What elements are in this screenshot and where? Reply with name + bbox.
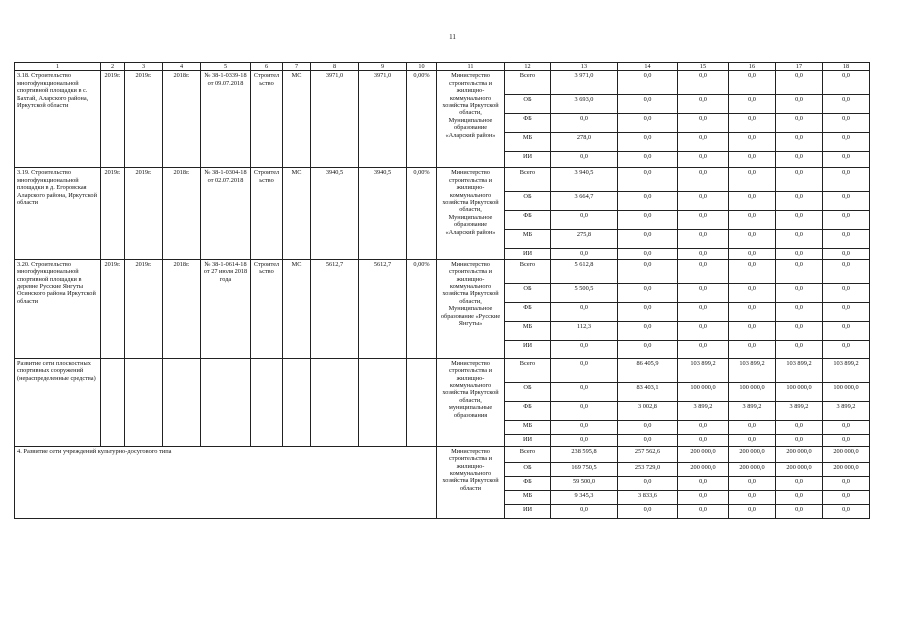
amount-cell: 0,0 — [729, 211, 776, 230]
amount-cell: 0,0 — [551, 340, 618, 358]
amount-cell: 0,0 — [618, 133, 678, 152]
amount-cell: 0,0 — [678, 114, 729, 133]
amount-cell: 0,0 — [551, 434, 618, 446]
amount-cell: 0,0 — [551, 358, 618, 382]
amount-cell: 0,0 — [618, 302, 678, 321]
object-name: 3.19. Строительство многофункциональной площадки в д. Егоровская Аларского района, Иркутской области — [15, 168, 101, 259]
amount-cell: 103 899,2 — [678, 358, 729, 382]
funding-source: Всего — [505, 446, 551, 462]
amount-cell: 200 000,0 — [776, 462, 823, 476]
table-row — [15, 446, 870, 462]
amount-cell: 0,0 — [551, 420, 618, 434]
amount-cell: 0,0 — [776, 434, 823, 446]
amount-cell: 3 899,2 — [823, 401, 870, 420]
amount-cell: 0,0 — [729, 504, 776, 518]
empty-cell — [407, 358, 437, 446]
page-number: 11 — [449, 33, 456, 41]
funding-source: ОБ — [505, 192, 551, 211]
amount-cell: 0,0 — [729, 490, 776, 504]
amount-cell: 83 403,1 — [618, 382, 678, 401]
amount-cell: 0,0 — [776, 230, 823, 249]
amount-cell: 0,0 — [729, 249, 776, 259]
amount-cell: 0,0 — [776, 114, 823, 133]
funding-source: ИИ — [505, 152, 551, 168]
amount-cell: 0,0 — [618, 420, 678, 434]
amount-cell: 0,0 — [776, 490, 823, 504]
column-number: 4 — [163, 63, 201, 71]
amount-cell: 0,0 — [618, 434, 678, 446]
amount-cell: 0,0 — [618, 321, 678, 340]
funding-source: ОБ — [505, 283, 551, 302]
amount-cell: 0,0 — [729, 434, 776, 446]
table-row — [15, 259, 870, 283]
amount-cell: 0,0 — [823, 168, 870, 192]
table-row — [15, 168, 870, 192]
level: МС — [283, 168, 311, 259]
column-number: 2 — [101, 63, 125, 71]
readiness: 0,00% — [407, 71, 437, 168]
amount-cell: 257 562,6 — [618, 446, 678, 462]
amount-cell: 3 971,0 — [551, 71, 618, 95]
amount-cell: 0,0 — [729, 476, 776, 490]
program-table — [14, 62, 870, 519]
amount-cell: 0,0 — [776, 504, 823, 518]
column-number: 14 — [618, 63, 678, 71]
amount-cell: 0,0 — [618, 476, 678, 490]
funding-source: Всего — [505, 168, 551, 192]
readiness: 0,00% — [407, 259, 437, 358]
amount-cell: 0,0 — [823, 434, 870, 446]
amount-cell: 0,0 — [729, 420, 776, 434]
amount-cell: 0,0 — [618, 192, 678, 211]
amount-cell: 0,0 — [823, 283, 870, 302]
amount-cell: 0,0 — [776, 476, 823, 490]
empty-cell — [125, 358, 163, 446]
amount-cell: 0,0 — [678, 302, 729, 321]
amount-cell: 169 750,5 — [551, 462, 618, 476]
amount-cell: 100 000,0 — [729, 382, 776, 401]
year-start: 2019г. — [101, 259, 125, 358]
year-doc: 2018г. — [163, 71, 201, 168]
estimated-cost: 3940,5 — [311, 168, 359, 259]
amount-cell: 3 002,8 — [618, 401, 678, 420]
year-doc: 2018г. — [163, 259, 201, 358]
funding-source: ИИ — [505, 340, 551, 358]
amount-cell: 0,0 — [618, 249, 678, 259]
column-number: 9 — [359, 63, 407, 71]
amount-cell: 0,0 — [729, 133, 776, 152]
amount-cell: 103 899,2 — [729, 358, 776, 382]
amount-cell: 0,0 — [678, 211, 729, 230]
amount-cell: 275,8 — [551, 230, 618, 249]
amount-cell: 0,0 — [618, 211, 678, 230]
amount-cell: 0,0 — [678, 476, 729, 490]
amount-cell: 103 899,2 — [823, 358, 870, 382]
amount-cell: 0,0 — [618, 230, 678, 249]
amount-cell: 3 833,6 — [618, 490, 678, 504]
amount-cell: 3 693,0 — [551, 95, 618, 114]
funding-source: Всего — [505, 358, 551, 382]
amount-cell: 5 612,8 — [551, 259, 618, 283]
year-end: 2019г. — [125, 71, 163, 168]
object-name: 3.20. Строительство многофункциональной спортивной площадки в деревне Русские Янгуты Осинского района Иркутской области — [15, 259, 101, 358]
column-number-row — [15, 63, 870, 71]
object-name: Развитие сети плоскостных спортивных сооружений (нераспределенные средства) — [15, 358, 101, 446]
remaining-cost: 3940,5 — [359, 168, 407, 259]
amount-cell: 0,0 — [729, 95, 776, 114]
funding-source: ФБ — [505, 211, 551, 230]
amount-cell: 0,0 — [551, 114, 618, 133]
amount-cell: 0,0 — [618, 340, 678, 358]
year-start: 2019г. — [101, 71, 125, 168]
amount-cell: 0,0 — [678, 152, 729, 168]
amount-cell: 0,0 — [823, 230, 870, 249]
amount-cell: 0,0 — [678, 434, 729, 446]
amount-cell: 0,0 — [729, 168, 776, 192]
level: МС — [283, 259, 311, 358]
amount-cell: 0,0 — [678, 490, 729, 504]
amount-cell: 0,0 — [678, 321, 729, 340]
amount-cell: 0,0 — [551, 401, 618, 420]
amount-cell: 0,0 — [618, 71, 678, 95]
amount-cell: 86 405,9 — [618, 358, 678, 382]
amount-cell: 100 000,0 — [823, 382, 870, 401]
funding-source: МБ — [505, 490, 551, 504]
amount-cell: 3 664,7 — [551, 192, 618, 211]
responsible-ministry: Министерство строительства и жилищно-коммунального хозяйства Иркутской области, — [442, 260, 499, 305]
amount-cell: 0,0 — [729, 321, 776, 340]
amount-cell: 0,0 — [618, 152, 678, 168]
column-number: 10 — [407, 63, 437, 71]
amount-cell: 0,0 — [678, 133, 729, 152]
work-kind: Строительство — [251, 71, 283, 168]
funding-source: Всего — [505, 259, 551, 283]
column-number: 17 — [776, 63, 823, 71]
empty-cell — [359, 358, 407, 446]
amount-cell: 238 595,8 — [551, 446, 618, 462]
amount-cell: 200 000,0 — [678, 446, 729, 462]
amount-cell: 0,0 — [551, 382, 618, 401]
amount-cell: 200 000,0 — [823, 462, 870, 476]
funding-source: МБ — [505, 230, 551, 249]
amount-cell: 103 899,2 — [776, 358, 823, 382]
amount-cell: 100 000,0 — [678, 382, 729, 401]
amount-cell: 3 899,2 — [776, 401, 823, 420]
column-number: 8 — [311, 63, 359, 71]
amount-cell: 0,0 — [776, 211, 823, 230]
amount-cell: 0,0 — [678, 504, 729, 518]
funding-source: МБ — [505, 133, 551, 152]
funding-source: ИИ — [505, 504, 551, 518]
estimated-cost: 3971,0 — [311, 71, 359, 168]
amount-cell: 0,0 — [618, 283, 678, 302]
amount-cell: 200 000,0 — [729, 446, 776, 462]
column-number: 15 — [678, 63, 729, 71]
year-doc: 2018г. — [163, 168, 201, 259]
amount-cell: 278,0 — [551, 133, 618, 152]
amount-cell: 0,0 — [678, 168, 729, 192]
responsible-executor — [437, 71, 505, 168]
responsible-ministry: Министерство строительства и жилищно-коммунального хозяйства Иркутской области, — [442, 169, 499, 214]
amount-cell: 5 500,5 — [551, 283, 618, 302]
amount-cell: 0,0 — [823, 114, 870, 133]
year-start: 2019г. — [101, 168, 125, 259]
amount-cell: 0,0 — [551, 249, 618, 259]
amount-cell: 0,0 — [678, 259, 729, 283]
amount-cell: 0,0 — [729, 192, 776, 211]
funding-source: МБ — [505, 321, 551, 340]
amount-cell: 0,0 — [678, 192, 729, 211]
funding-source: ОБ — [505, 462, 551, 476]
amount-cell: 0,0 — [618, 168, 678, 192]
amount-cell: 0,0 — [729, 302, 776, 321]
funding-source: ФБ — [505, 114, 551, 133]
amount-cell: 0,0 — [776, 133, 823, 152]
amount-cell: 0,0 — [678, 283, 729, 302]
funding-source: ИИ — [505, 434, 551, 446]
responsible-executor — [437, 259, 505, 358]
amount-cell: 0,0 — [551, 152, 618, 168]
empty-cell — [201, 358, 251, 446]
amount-cell: 9 345,3 — [551, 490, 618, 504]
amount-cell: 0,0 — [776, 152, 823, 168]
section-title: 4. Развитие сети учреждений культурно-досугового типа — [15, 446, 437, 518]
object-name: 3.18. Строительство многофункциональной спортивной площадки в с. Бахтай, Аларского района, Иркутской области — [15, 71, 101, 168]
amount-cell: 0,0 — [823, 133, 870, 152]
remaining-cost: 3971,0 — [359, 71, 407, 168]
amount-cell: 0,0 — [776, 95, 823, 114]
expertise-doc: № 38-1-0614-18 от 27 июля 2018 года — [201, 259, 251, 358]
amount-cell: 0,0 — [618, 259, 678, 283]
empty-cell — [163, 358, 201, 446]
amount-cell: 0,0 — [678, 230, 729, 249]
column-number: 1 — [15, 63, 101, 71]
amount-cell: 3 899,2 — [678, 401, 729, 420]
amount-cell: 0,0 — [729, 340, 776, 358]
amount-cell: 0,0 — [729, 259, 776, 283]
amount-cell: 0,0 — [823, 211, 870, 230]
column-number: 5 — [201, 63, 251, 71]
amount-cell: 0,0 — [823, 259, 870, 283]
amount-cell: 0,0 — [729, 152, 776, 168]
amount-cell: 0,0 — [776, 321, 823, 340]
amount-cell: 0,0 — [823, 476, 870, 490]
amount-cell: 0,0 — [776, 249, 823, 259]
amount-cell: 0,0 — [729, 230, 776, 249]
responsible-ministry: Министерство строительства и жилищно-коммунального хозяйства Иркутской области, — [442, 72, 499, 117]
empty-cell — [283, 358, 311, 446]
column-number: 3 — [125, 63, 163, 71]
amount-cell: 0,0 — [551, 504, 618, 518]
estimated-cost: 5612,7 — [311, 259, 359, 358]
column-number: 12 — [505, 63, 551, 71]
responsible-municipality: Муниципальное образование «Русские Янгуты» — [440, 305, 501, 328]
amount-cell: 0,0 — [776, 192, 823, 211]
responsible-executor: Министерство строительства и жилищно-коммунального хозяйства Иркутской области — [437, 446, 505, 518]
amount-cell: 0,0 — [776, 420, 823, 434]
amount-cell: 0,0 — [823, 490, 870, 504]
amount-cell: 0,0 — [823, 321, 870, 340]
column-number: 7 — [283, 63, 311, 71]
amount-cell: 0,0 — [823, 95, 870, 114]
amount-cell: 0,0 — [823, 504, 870, 518]
amount-cell: 0,0 — [776, 168, 823, 192]
amount-cell: 0,0 — [776, 259, 823, 283]
amount-cell: 0,0 — [678, 71, 729, 95]
amount-cell: 100 000,0 — [776, 382, 823, 401]
amount-cell: 0,0 — [618, 114, 678, 133]
amount-cell: 0,0 — [551, 211, 618, 230]
amount-cell: 0,0 — [776, 302, 823, 321]
empty-cell — [311, 358, 359, 446]
amount-cell: 0,0 — [551, 302, 618, 321]
amount-cell: 59 500,0 — [551, 476, 618, 490]
column-number: 13 — [551, 63, 618, 71]
year-end: 2019г. — [125, 168, 163, 259]
amount-cell: 200 000,0 — [729, 462, 776, 476]
amount-cell: 0,0 — [823, 249, 870, 259]
amount-cell: 0,0 — [618, 95, 678, 114]
level: МС — [283, 71, 311, 168]
amount-cell: 200 000,0 — [823, 446, 870, 462]
amount-cell: 0,0 — [618, 504, 678, 518]
remaining-cost: 5612,7 — [359, 259, 407, 358]
funding-source: ИИ — [505, 249, 551, 259]
column-number: 6 — [251, 63, 283, 71]
amount-cell: 253 729,0 — [618, 462, 678, 476]
funding-source: ФБ — [505, 302, 551, 321]
expertise-doc: № 38-1-0304-18 от 02.07.2018 — [201, 168, 251, 259]
amount-cell: 112,3 — [551, 321, 618, 340]
amount-cell: 0,0 — [776, 283, 823, 302]
amount-cell: 0,0 — [729, 71, 776, 95]
funding-source: МБ — [505, 420, 551, 434]
amount-cell: 0,0 — [823, 71, 870, 95]
amount-cell: 3 940,5 — [551, 168, 618, 192]
column-number: 11 — [437, 63, 505, 71]
amount-cell: 0,0 — [776, 71, 823, 95]
funding-source: Всего — [505, 71, 551, 95]
work-kind: Строительство — [251, 168, 283, 259]
empty-cell — [251, 358, 283, 446]
amount-cell: 0,0 — [776, 340, 823, 358]
amount-cell: 200 000,0 — [678, 462, 729, 476]
amount-cell: 0,0 — [823, 302, 870, 321]
responsible-executor: Министерство строительства и жилищно-коммунального хозяйства Иркутской области, муниципальные образования — [437, 358, 505, 446]
amount-cell: 0,0 — [823, 420, 870, 434]
column-number: 16 — [729, 63, 776, 71]
responsible-municipality: Муниципальное образование «Аларский район» — [445, 213, 496, 236]
amount-cell: 0,0 — [823, 192, 870, 211]
column-number: 18 — [823, 63, 870, 71]
amount-cell: 0,0 — [729, 114, 776, 133]
amount-cell: 200 000,0 — [776, 446, 823, 462]
expertise-doc: № 38-1-0339-18 от 09.07.2018 — [201, 71, 251, 168]
empty-cell — [101, 358, 125, 446]
funding-source: ФБ — [505, 476, 551, 490]
table-row — [15, 358, 870, 382]
readiness: 0,00% — [407, 168, 437, 259]
responsible-executor — [437, 168, 505, 259]
funding-source: ОБ — [505, 382, 551, 401]
funding-source: ОБ — [505, 95, 551, 114]
year-end: 2019г. — [125, 259, 163, 358]
table-row — [15, 71, 870, 95]
amount-cell: 0,0 — [678, 249, 729, 259]
responsible-municipality: Муниципальное образование «Аларский район» — [445, 116, 496, 139]
amount-cell: 0,0 — [678, 420, 729, 434]
amount-cell: 0,0 — [823, 152, 870, 168]
amount-cell: 0,0 — [729, 283, 776, 302]
amount-cell: 0,0 — [678, 340, 729, 358]
amount-cell: 3 899,2 — [729, 401, 776, 420]
amount-cell: 0,0 — [823, 340, 870, 358]
amount-cell: 0,0 — [678, 95, 729, 114]
work-kind: Строительство — [251, 259, 283, 358]
funding-source: ФБ — [505, 401, 551, 420]
